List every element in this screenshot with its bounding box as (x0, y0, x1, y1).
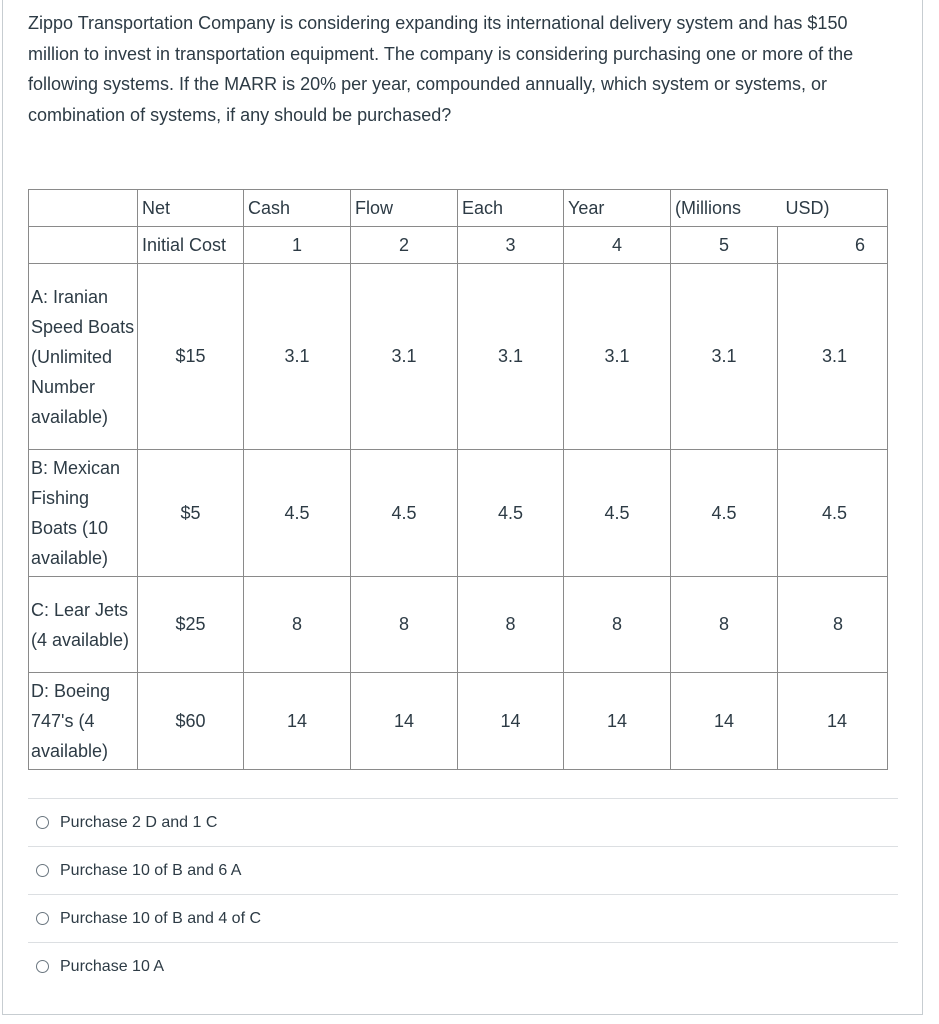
cash-flow-cell: 4.5 (458, 450, 564, 577)
row-label: D: Boeing 747's (4 available) (29, 673, 138, 770)
cash-flow-cell: 8 (351, 577, 458, 673)
header-cell: 4 (564, 227, 671, 264)
radio-button[interactable] (36, 960, 49, 973)
initial-cost-cell: $60 (138, 673, 244, 770)
radio-button[interactable] (36, 816, 49, 829)
table-row (29, 450, 888, 577)
initial-cost-cell: $5 (138, 450, 244, 577)
header-cell: USD) (778, 190, 888, 227)
cash-flow-cell: 14 (458, 673, 564, 770)
row-label: B: Mexican Fishing Boats (10 available) (29, 450, 138, 577)
cash-flow-cell: 3.1 (244, 264, 351, 450)
row-label: C: Lear Jets (4 available) (29, 577, 138, 673)
question-text: Zippo Transportation Company is considering expanding its international delivery system and has $150 million to invest in transportation equipment. The company is considering purchasing one or more of the following systems. If the MARR is 20% per year, compounded annually, which system or systems, or combination of systems, if any should be purchased? (28, 13, 854, 125)
cash-flow-cell: 14 (671, 673, 778, 770)
cash-flow-cell: 8 (458, 577, 564, 673)
cash-flow-cell: 3.1 (778, 264, 888, 450)
table-row (29, 673, 888, 770)
header-cell: Initial Cost (138, 227, 244, 264)
answer-options (28, 798, 898, 990)
answer-label[interactable]: Purchase 10 of B and 6 A (60, 861, 242, 879)
row-label: A: Iranian Speed Boats (Unlimited Number available) (29, 264, 138, 450)
answer-label[interactable]: Purchase 2 D and 1 C (60, 813, 218, 831)
cash-flow-cell: 14 (244, 673, 351, 770)
answer-label[interactable]: Purchase 10 of B and 4 of C (60, 909, 262, 927)
cash-flow-cell: 3.1 (458, 264, 564, 450)
answer-label[interactable]: Purchase 10 A (60, 957, 165, 975)
cash-flow-cell: 4.5 (244, 450, 351, 577)
header-cell (29, 227, 138, 264)
cash-flow-cell: 4.5 (671, 450, 778, 577)
table-row (29, 577, 888, 673)
cash-flow-cell: 4.5 (351, 450, 458, 577)
header-cell: Cash (244, 190, 351, 227)
header-cell: Flow (351, 190, 458, 227)
header-cell: 5 (671, 227, 778, 264)
cash-flow-cell: 4.5 (778, 450, 888, 577)
answer-option[interactable] (28, 798, 898, 846)
cash-flow-cell: 3.1 (671, 264, 778, 450)
cash-flow-cell: 8 (671, 577, 778, 673)
initial-cost-cell: $25 (138, 577, 244, 673)
radio-button[interactable] (36, 864, 49, 877)
cash-flow-cell: 14 (351, 673, 458, 770)
cash-flow-cell: 14 (564, 673, 671, 770)
initial-cost-cell: $15 (138, 264, 244, 450)
header-cell: 6 (778, 227, 888, 264)
header-cell: 1 (244, 227, 351, 264)
cash-flow-cell: 4.5 (564, 450, 671, 577)
header-row-1 (29, 190, 888, 227)
header-cell: Year (564, 190, 671, 227)
header-cell (29, 190, 138, 227)
cash-flow-cell: 8 (564, 577, 671, 673)
cash-flow-cell: 3.1 (351, 264, 458, 450)
header-row-2 (29, 227, 888, 264)
radio-button[interactable] (36, 912, 49, 925)
cash-flow-cell: 8 (244, 577, 351, 673)
header-cell: (Millions (671, 190, 778, 227)
header-cell: 3 (458, 227, 564, 264)
header-cell: Net (138, 190, 244, 227)
cash-flow-cell: 8 (778, 577, 888, 673)
answer-option[interactable] (28, 894, 898, 942)
header-cell: 2 (351, 227, 458, 264)
header-cell: Each (458, 190, 564, 227)
answer-option[interactable] (28, 942, 898, 990)
cash-flow-cell: 14 (778, 673, 888, 770)
cash-flow-cell: 3.1 (564, 264, 671, 450)
cash-flow-table (28, 189, 888, 770)
table-row (29, 264, 888, 450)
answer-option[interactable] (28, 846, 898, 894)
